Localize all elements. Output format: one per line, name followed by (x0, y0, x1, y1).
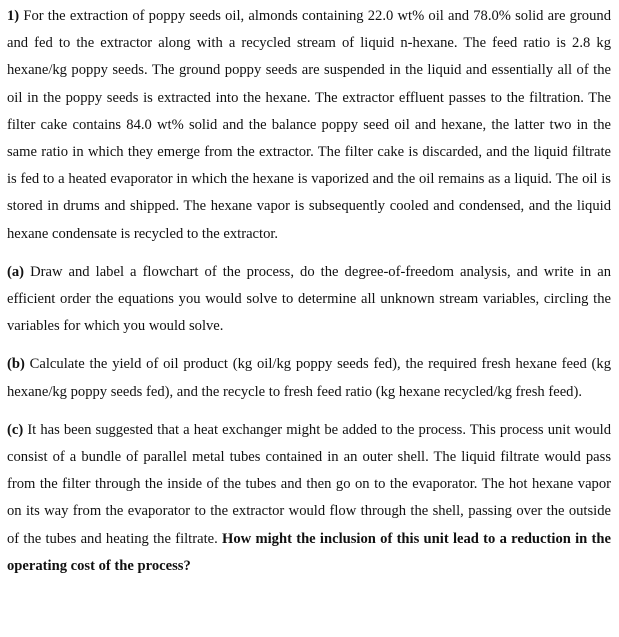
problem-number: 1) (7, 8, 20, 24)
part-a-paragraph (7, 259, 611, 341)
part-c-text: It has been suggested that a heat exchanger might be added to the process. This process unit would consist of a bundle of parallel metal tubes contained in an outer shell. The liquid filtrate would pass from the filter through the inside of the tubes and then go on to the evaporator. The hot hexane vapor on its way from the evaporator to the extractor would flow through the shell, passing over the outside of the tubes and heating the filtrate. (7, 421, 611, 547)
problem-intro-paragraph (7, 3, 611, 248)
part-b-paragraph (7, 351, 611, 405)
problem-intro-text: For the extraction of poppy seeds oil, almonds containing 22.0 wt% oil and 78.0% solid are ground and fed to the extractor along with a recycled stream of liquid n-hexane. The feed ratio is 2.8 kg hexane/kg poppy seeds. The ground poppy seeds are suspended in the liquid and essentially all of the oil in the poppy seeds is extracted into the hexane. The extractor effluent passes to the filtration. The filter cake contains 84.0 wt% solid and the balance poppy seed oil and hexane, the latter two in the same ratio in which they emerge from the extractor. The filter cake is discarded, and the liquid filtrate is fed to a heated evaporator in which the hexane is vaporized and the oil remains as a liquid. The oil is stored in drums and shipped. The hexane vapor is subsequently cooled and condensed, and the liquid hexane condensate is recycled to the extractor. (7, 8, 611, 242)
part-b-label: (b) (7, 356, 25, 373)
part-c-paragraph (7, 417, 611, 580)
part-a-label: (a) (7, 263, 25, 280)
part-c-question: How might the inclusion of this unit lead to a reduction in the operating cost of the process? (7, 530, 611, 574)
part-c-label: (c) (7, 421, 24, 438)
part-a-text: Draw and label a flowchart of the process, do the degree-of-freedom analysis, and write in an efficient order the equations you would solve to determine all unknown stream variables, circling the variables for which you would solve. (7, 263, 611, 335)
part-b-text: Calculate the yield of oil product (kg oil/kg poppy seeds fed), the required fresh hexane feed (kg hexane/kg poppy seeds fed), and the recycle to fresh feed ratio (kg hexane recycled/kg fresh feed). (7, 356, 611, 400)
